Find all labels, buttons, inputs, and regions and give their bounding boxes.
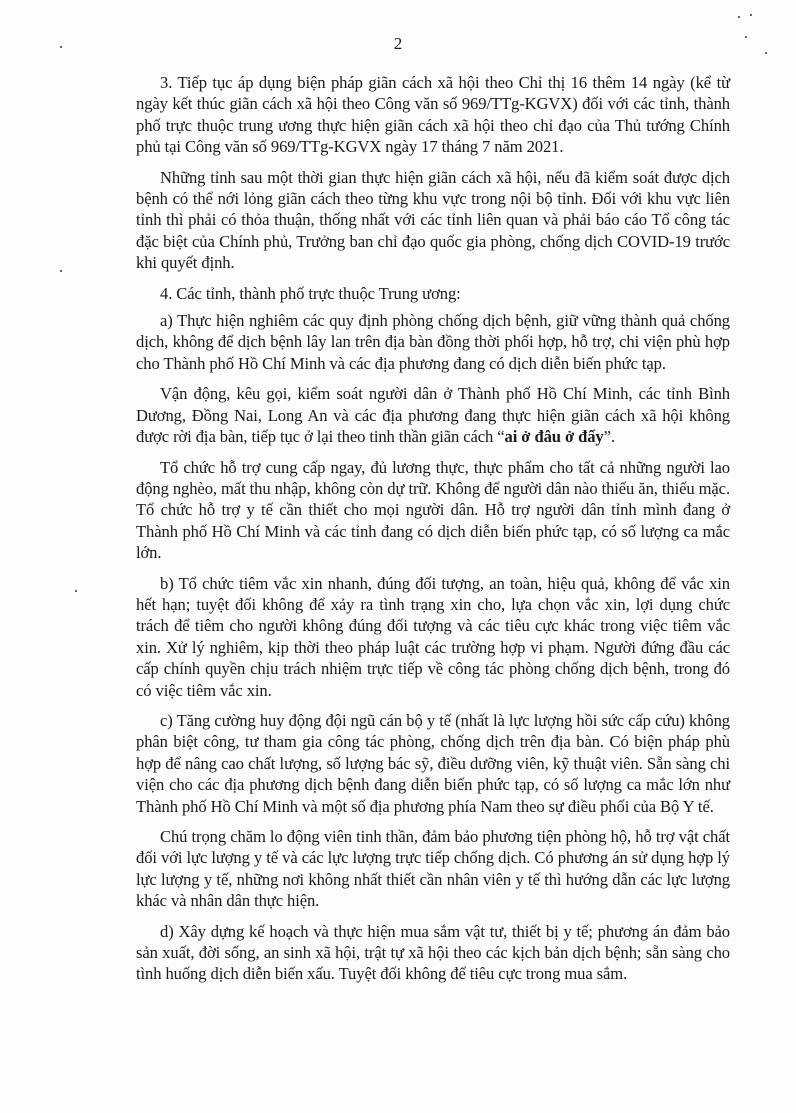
paragraph-medical-staff-care: Chú trọng chăm lo động viên tinh thần, đảm bảo phương tiện phòng hộ, hỗ trợ vật chất đối với lực lượng y tế và các lực lượng trực tiếp chống dịch. Có phương án sử dụng hợp lý lực lượng y tế, những nơi không nhất thiết cần nhân viên y tế thì hướng dẫn các lực lượng khác và nhân dân thực hiện. [136, 827, 730, 911]
document-body [136, 72, 730, 994]
slogan-text: ai ở đâu ở đấy [504, 427, 604, 447]
scan-speck [75, 590, 77, 592]
paragraph-item-4a: a) Thực hiện nghiêm các quy định phòng chống dịch bệnh, giữ vững thành quả chống dịch, không để dịch bệnh lây lan trên địa bàn đồng thời phối hợp, hỗ trợ, chi viện phù hợp cho Thành phố Hồ Chí Minh và các địa phương đang có dịch diễn biến phức tạp. [136, 311, 730, 373]
paragraph-item-4d: d) Xây dựng kế hoạch và thực hiện mua sắm vật tư, thiết bị y tế; phương án đảm bảo sản xuất, đời sống, an sinh xã hội, trật tự xã hội theo các kịch bản dịch bệnh; sẵn sàng cho tình huống dịch diễn biến xấu. Tuyệt đối không để tiêu cực trong mua sắm. [136, 921, 730, 984]
paragraph-item-3: 3. Tiếp tục áp dụng biện pháp giãn cách xã hội theo Chỉ thị 16 thêm 14 ngày (kể từ ngày kết thúc giãn cách xã hội theo Công văn số 969/TTg-KGVX) đối với các tỉnh, thành phố trực thuộc trung ương thực hiện giãn cách xã hội theo chỉ đạo của Thủ tướng Chính phủ tại Công văn số 969/TTg-KGVX ngày 17 tháng 7 năm 2021. [136, 73, 730, 157]
paragraph-food-support: Tổ chức hỗ trợ cung cấp ngay, đủ lương thực, thực phẩm cho tất cả những người lao động nghèo, mất thu nhập, không còn dự trữ. Không để người dân nào thiếu ăn, thiếu mặc. Tổ chức hỗ trợ y tế cần thiết cho mọi người dân. Hỗ trợ người dân tỉnh mình đang ở Thành phố Hồ Chí Minh và các tỉnh đang có dịch diễn biến phức tạp, có số lượng ca mắc lớn. [136, 457, 730, 563]
scan-speck [738, 16, 740, 18]
paragraph-item-4-heading: 4. Các tỉnh, thành phố trực thuộc Trung ương: [160, 283, 461, 303]
paragraph-provinces-relaxation: Những tỉnh sau một thời gian thực hiện giãn cách xã hội, nếu đã kiểm soát được dịch bệnh có thể nới lỏng giãn cách theo từng khu vực trong nội bộ tỉnh. Đối với khu vực liên tỉnh thì phải có thỏa thuận, thống nhất với các tỉnh liên quan và phải báo cáo Tổ công tác đặc biệt của Chính phủ, Trưởng ban chỉ đạo quốc gia phòng, chống dịch COVID-19 trước khi quyết định. [136, 167, 730, 273]
paragraph-stay-in-place [136, 383, 730, 447]
paragraph-item-4c: c) Tăng cường huy động đội ngũ cán bộ y tế (nhất là lực lượng hồi sức cấp cứu) không phân biệt công, tư tham gia công tác phòng, chống dịch trên địa bàn. Có biện pháp phù hợp để nâng cao chất lượng, số lượng bác sỹ, điều dưỡng viên, kỹ thuật viên. Sẵn sàng chi viện cho các địa phương dịch bệnh đang diễn biến phức tạp, có số lượng ca mắc lớn như Thành phố Hồ Chí Minh và một số địa phương phía Nam theo sự điều phối của Bộ Y tế. [136, 710, 730, 816]
paragraph-text: Vận động, kêu gọi, kiểm soát người dân ở Thành phố Hồ Chí Minh, các tỉnh Bình Dương, Đồng Nai, Long An và các địa phương đang thực hiện giãn cách xã hội không được rời địa bàn, tiếp tục ở lại theo tinh thần giãn cách “ [136, 384, 730, 447]
scan-speck [60, 270, 62, 272]
page-number: 2 [393, 34, 403, 53]
paragraph-text: ”. [603, 427, 615, 447]
paragraph-item-4b: b) Tổ chức tiêm vắc xin nhanh, đúng đối tượng, an toàn, hiệu quả, không để vắc xin hết hạn; tuyệt đối không để xảy ra tình trạng xin cho, lựa chọn vắc xin, lợi dụng chức trách để tiêm cho người không đúng đối tượng và các tiêu cực khác trong việc tiêm vắc xin. Xử lý nghiêm, kịp thời theo pháp luật các trường hợp vi phạm. Người đứng đầu các cấp chính quyền chịu trách nhiệm trực tiếp về công tác phòng chống dịch bệnh, trong đó có việc tiêm vắc xin. [136, 573, 730, 700]
scan-speck [750, 14, 752, 16]
